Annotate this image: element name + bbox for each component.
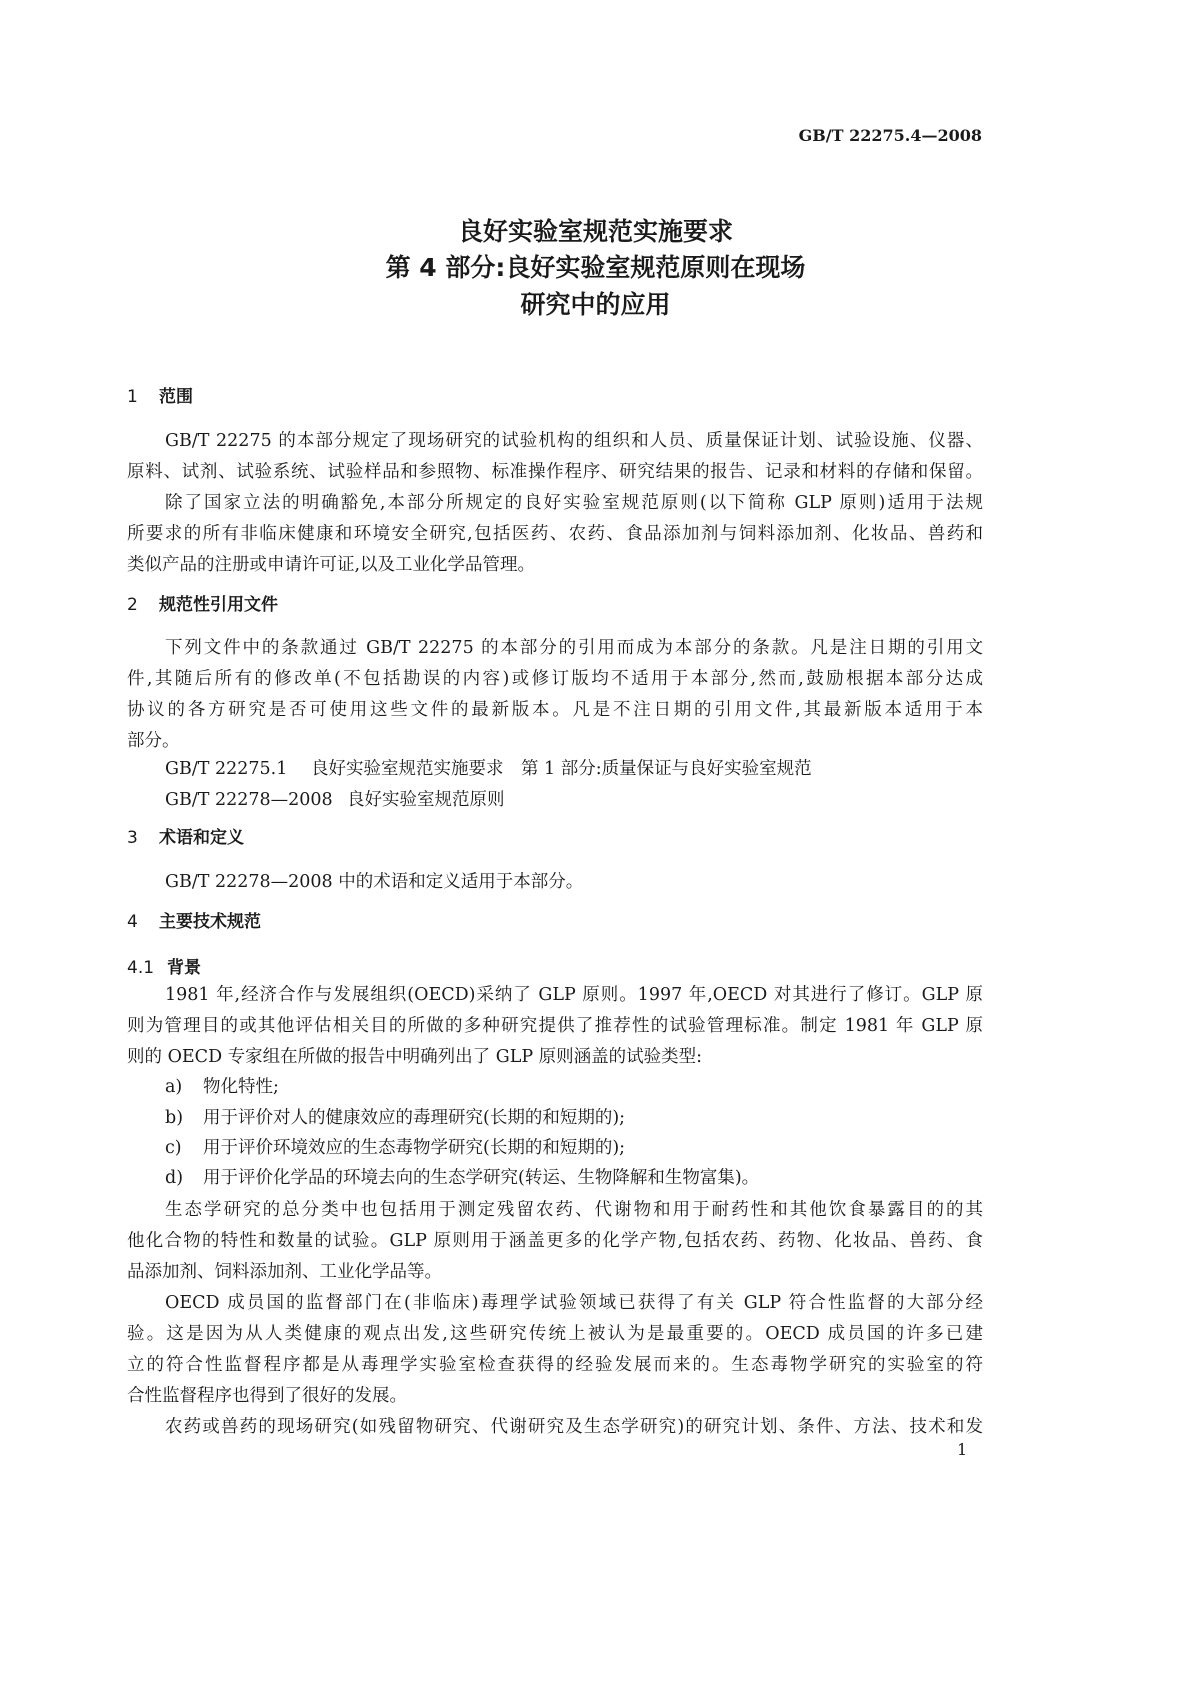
- page-number: 1: [957, 1440, 968, 1459]
- text-line: 生态学研究的总分类中也包括用于测定残留农药、代谢物和用于耐药性和其他饮食暴露目的的其: [165, 1200, 983, 1220]
- text-line: 他化合物的特性和数量的试验。GLP 原则用于涵盖更多的化学产物,包括农药、药物、化妆品、兽药、食: [127, 1231, 983, 1251]
- section-2-heading: [127, 593, 278, 617]
- text-line: 下列文件中的条款通过 GB/T 22275 的本部分的引用而成为本部分的条款。凡是注日期的引用文: [165, 638, 983, 658]
- section-number: 4.1: [127, 958, 155, 978]
- list-text: 用于评价环境效应的生态毒物学研究(长期的和短期的);: [203, 1138, 626, 1158]
- section-title: 范围: [159, 387, 193, 407]
- text-line: 验。这是因为从人类健康的观点出发,这些研究传统上被认为是最重要的。OECD 成员国的许多已建: [127, 1324, 983, 1344]
- text-line: 原料、试剂、试验系统、试验样品和参照物、标准操作程序、研究结果的报告、记录和材料的存储和保留。: [127, 462, 983, 482]
- subsection-4-1-heading: [127, 956, 201, 980]
- list-label: b): [165, 1108, 184, 1128]
- section-title: 背景: [167, 958, 201, 978]
- list-text: 物化特性;: [203, 1077, 279, 1097]
- text-line: 农药或兽药的现场研究(如残留物研究、代谢研究及生态学研究)的研究计划、条件、方法、技术和发: [165, 1417, 983, 1437]
- text-line: 合性监督程序也得到了很好的发展。: [127, 1386, 407, 1406]
- text-line: 1981 年,经济合作与发展组织(OECD)采纳了 GLP 原则。1997 年,OECD 对其进行了修订。GLP 原: [165, 985, 983, 1005]
- text-line: 立的符合性监督程序都是从毒理学实验室检查获得的经验发展而来的。生态毒物学研究的实验室的符: [127, 1355, 983, 1375]
- title-line-1: 良好实验室规范实施要求: [457, 217, 733, 246]
- list-label: d): [165, 1168, 184, 1188]
- text-line: GB/T 22275 的本部分规定了现场研究的试验机构的组织和人员、质量保证计划、试验设施、仪器、: [165, 431, 983, 451]
- text-line: GB/T 22278—2008 中的术语和定义适用于本部分。: [165, 872, 584, 892]
- text-line: 品添加剂、饲料添加剂、工业化学品等。: [127, 1262, 442, 1282]
- text-line: 除了国家立法的明确豁免,本部分所规定的良好实验室规范原则(以下简称 GLP 原则)适用于法规: [165, 493, 983, 513]
- normative-reference: [165, 757, 1021, 781]
- list-item: [165, 1106, 1021, 1130]
- text-line: 则为管理目的或其他评估相关目的所做的多种研究提供了推荐性的试验管理标准。制定 1981 年 GLP 原: [127, 1016, 983, 1036]
- text-line: OECD 成员国的监督部门在(非临床)毒理学试验领域已获得了有关 GLP 符合性监督的大部分经: [165, 1293, 983, 1313]
- list-item: [165, 1075, 1021, 1099]
- list-item: [165, 1166, 1021, 1190]
- section-1-heading: [127, 385, 193, 409]
- text-line: 类似产品的注册或申请许可证,以及工业化学品管理。: [127, 555, 536, 575]
- title-line-2: 第 4 部分:良好实验室规范原则在现场: [385, 253, 806, 282]
- text-line: 所要求的所有非临床健康和环境安全研究,包括医药、农药、食品添加剂与饲料添加剂、化妆品、兽药和: [127, 524, 983, 544]
- section-number: 3: [127, 828, 138, 848]
- reference-code: GB/T 22278—2008: [165, 790, 333, 810]
- document-number: GB/T 22275.4—2008: [798, 126, 982, 145]
- section-number: 1: [127, 387, 138, 407]
- list-item: [165, 1136, 1021, 1160]
- text-line: 则的 OECD 专家组在所做的报告中明确列出了 GLP 原则涵盖的试验类型:: [127, 1047, 703, 1067]
- section-title: 主要技术规范: [159, 912, 261, 932]
- list-text: 用于评价化学品的环境去向的生态学研究(转运、生物降解和生物富集)。: [203, 1168, 760, 1188]
- section-3-heading: [127, 826, 244, 850]
- reference-code: GB/T 22275.1: [165, 759, 288, 779]
- list-label: c): [165, 1138, 182, 1158]
- title-line-3: 研究中的应用: [520, 290, 671, 319]
- normative-reference: [165, 788, 1021, 812]
- section-number: 2: [127, 595, 138, 615]
- text-line: 协议的各方研究是否可使用这些文件的最新版本。凡是不注日期的引用文件,其最新版本适用于本: [127, 700, 983, 720]
- list-text: 用于评价对人的健康效应的毒理研究(长期的和短期的);: [203, 1108, 626, 1128]
- section-number: 4: [127, 912, 138, 932]
- list-label: a): [165, 1077, 183, 1097]
- text-line: 件,其随后所有的修改单(不包括勘误的内容)或修订版均不适用于本部分,然而,鼓励根据本部分达成: [127, 669, 983, 689]
- reference-title: 良好实验室规范原则: [347, 790, 505, 810]
- section-title: 术语和定义: [159, 828, 244, 848]
- reference-title: 良好实验室规范实施要求 第 1 部分:质量保证与良好实验室规范: [311, 759, 812, 779]
- section-4-heading: [127, 910, 261, 934]
- text-line: 部分。: [127, 731, 180, 751]
- section-title: 规范性引用文件: [159, 595, 278, 615]
